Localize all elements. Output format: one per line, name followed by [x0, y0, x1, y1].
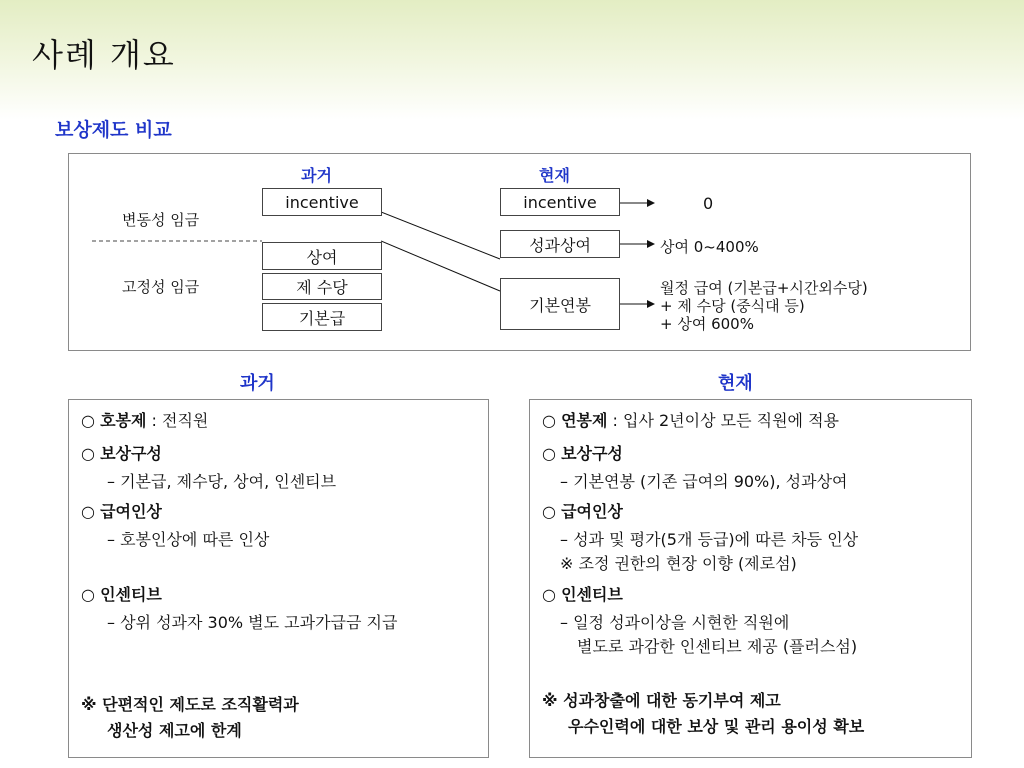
past-bonus-box: 상여 — [262, 242, 382, 270]
past-base-pay-box: 기본급 — [262, 303, 382, 331]
item-title: 호봉제 — [100, 411, 147, 430]
present-note-line2: 우수인력에 대한 보상 및 관리 용이성 확보 — [568, 717, 865, 736]
bullet-icon: ○ — [542, 502, 556, 521]
connector-incentive-to-bonus — [381, 212, 500, 259]
past-note-line1: ※ 단편적인 제도로 조직활력과 — [81, 695, 299, 714]
past-item-incentive — [81, 582, 162, 605]
bullet-icon: ○ — [81, 411, 95, 430]
present-item-pay-system — [542, 408, 839, 431]
result-salary-line: + 상여 600% — [660, 315, 754, 333]
present-item-incentive-detail: – 일정 성과이상을 시현한 직원에 — [560, 613, 790, 632]
past-item-raise-detail: – 호봉인상에 따른 인상 — [107, 530, 270, 549]
present-item-composition — [542, 441, 623, 464]
present-note-line1: ※ 성과창출에 대한 동기부여 제고 — [542, 691, 781, 710]
item-text: : 입사 2년이상 모든 직원에 적용 — [607, 411, 839, 430]
past-allowance-box: 제 수당 — [262, 273, 382, 300]
bullet-icon: ○ — [81, 502, 95, 521]
past-panel — [68, 399, 489, 758]
present-item-raise — [542, 499, 623, 522]
result-salary-line: 월정 급여 (기본급+시간외수당) — [660, 279, 868, 297]
item-title: 보상구성 — [561, 444, 623, 463]
present-base-salary-box: 기본연봉 — [500, 278, 620, 330]
item-title: 인센티브 — [561, 585, 623, 604]
item-title: 인센티브 — [100, 585, 162, 604]
past-item-raise — [81, 499, 162, 522]
item-title: 보상구성 — [100, 444, 162, 463]
bullet-icon: ○ — [81, 444, 95, 463]
past-item-pay-system — [81, 408, 208, 431]
present-item-composition-detail: – 기본연봉 (기존 급여의 90%), 성과상여 — [560, 472, 848, 491]
result-salary-line: + 제 수당 (중식대 등) — [660, 297, 805, 315]
item-title: 급여인상 — [561, 502, 623, 521]
past-item-incentive-detail: – 상위 성과자 30% 별도 고과가급금 지급 — [107, 613, 398, 632]
bullet-icon: ○ — [542, 411, 556, 430]
fixed-wage-label: 고정성 임금 — [122, 278, 200, 296]
connector-bonus-to-salary — [381, 241, 500, 291]
present-item-incentive-detail: 별도로 과감한 인센티브 제공 (플러스섬) — [577, 637, 858, 656]
past-item-composition-detail: – 기본급, 제수당, 상여, 인센티브 — [107, 472, 337, 491]
result-incentive: 0 — [703, 194, 714, 213]
present-column-header: 현재 — [539, 166, 570, 185]
past-column-header: 과거 — [301, 166, 332, 185]
present-incentive-box: incentive — [500, 188, 620, 216]
slide-title: 사례 개요 — [32, 36, 176, 74]
item-title: 연봉제 — [561, 411, 608, 430]
present-item-raise-detail: – 성과 및 평가(5개 등급)에 따른 차등 인상 — [560, 530, 859, 549]
bullet-icon: ○ — [542, 585, 556, 604]
past-panel-heading: 과거 — [240, 373, 275, 394]
item-text: : 전직원 — [146, 411, 209, 430]
present-item-incentive — [542, 582, 623, 605]
section-title: 보상제도 비교 — [55, 119, 172, 141]
present-performance-bonus-box: 성과상여 — [500, 230, 620, 258]
variable-wage-label: 변동성 임금 — [122, 211, 200, 229]
past-incentive-box: incentive — [262, 188, 382, 216]
bullet-icon: ○ — [542, 444, 556, 463]
present-panel — [529, 399, 972, 758]
present-item-raise-note: ※ 조정 권한의 현장 이향 (제로섬) — [560, 554, 797, 573]
result-bonus: 상여 0~400% — [660, 238, 759, 256]
present-panel-heading: 현재 — [718, 373, 753, 394]
bullet-icon: ○ — [81, 585, 95, 604]
item-title: 급여인상 — [100, 502, 162, 521]
past-item-composition — [81, 441, 162, 464]
result-salary — [660, 279, 868, 333]
past-note-line2: 생산성 제고에 한계 — [107, 721, 242, 740]
